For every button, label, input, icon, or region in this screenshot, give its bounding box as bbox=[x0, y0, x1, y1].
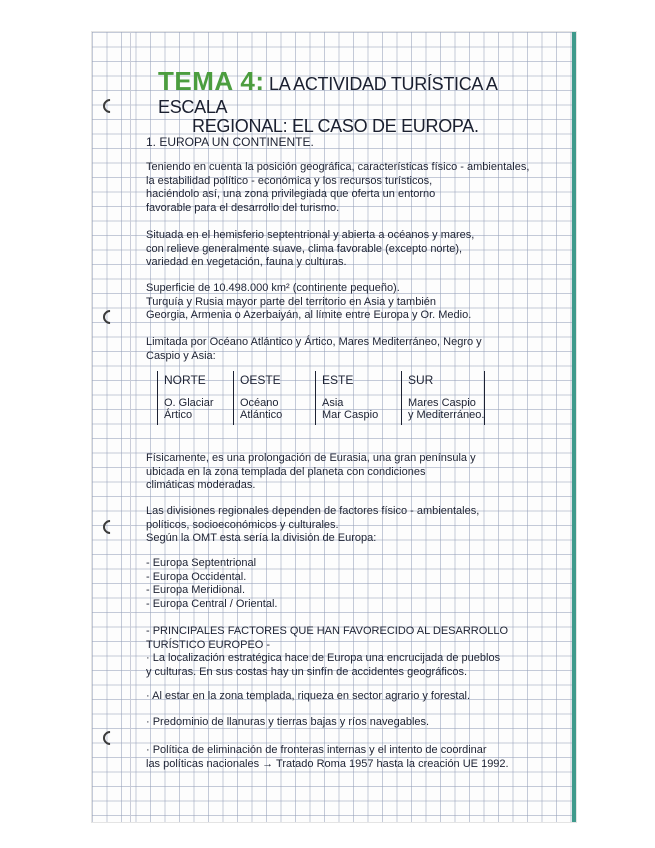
limits-table bbox=[157, 371, 487, 425]
text-line: · Predominio de llanuras y tierras bajas y ríos navegables. bbox=[146, 716, 430, 728]
section-heading-2: - PRINCIPALES FACTORES QUE HAN FAVORECIDO AL DESARROLLO TURÍSTICO EUROPEO - bbox=[146, 625, 509, 651]
text-line: ubicada en la zona templada del planeta con condiciones bbox=[146, 465, 426, 478]
factor-item bbox=[146, 716, 562, 730]
text-line: Caspio y Asia: bbox=[146, 349, 216, 362]
column-heading: SUR bbox=[408, 373, 434, 387]
paragraph-surface bbox=[146, 282, 562, 323]
column-value-line: y Mediterráneo. bbox=[408, 409, 485, 421]
text-line: la estabilidad político - económica y los recursos turísticos, bbox=[146, 174, 433, 187]
column-value-line: Océano bbox=[240, 397, 279, 409]
text-line: Superficie de 10.498.000 km² (continente pequeño). bbox=[146, 282, 400, 294]
paragraph-location bbox=[146, 229, 562, 270]
text-line: · Política de eliminación de fronteras internas y el intento de coordinar bbox=[146, 744, 487, 756]
list-item: - Europa Septentrional bbox=[146, 557, 257, 569]
text-line: Turquía y Rusia mayor parte del territorio en Asia y también bbox=[146, 295, 437, 308]
text-line: Limitada por Océano Atlántico y Ártico, Mares Mediterráneo, Negro y bbox=[146, 336, 482, 348]
text-line: favorable para el desarrollo del turismo. bbox=[146, 201, 340, 214]
column-heading: NORTE bbox=[164, 373, 206, 387]
text-line: · Al estar en la zona templada, riqueza en sector agrario y forestal. bbox=[146, 690, 471, 702]
limits-column-west bbox=[233, 371, 316, 425]
regions-list bbox=[146, 557, 562, 611]
list-item: - Europa Central / Oriental. bbox=[146, 597, 278, 610]
factor-item bbox=[146, 690, 562, 704]
text-line: Físicamente, es una prolongación de Eurasia, una gran península y bbox=[146, 452, 476, 464]
text-line: haciéndolo así, una zona privilegiada que oferta un entorno bbox=[146, 188, 436, 201]
text-line: políticos, socioeconómicos y culturales. bbox=[146, 518, 339, 531]
text-line: · La localización estratégica hace de Europa una encrucijada de pueblos bbox=[146, 652, 501, 664]
paragraph-limits bbox=[146, 336, 562, 363]
list-item: - Europa Occidental. bbox=[146, 570, 247, 583]
text-line: climáticas moderadas. bbox=[146, 479, 256, 492]
text-line: Teniendo en cuenta la posición geográfica, características físico - ambientales, bbox=[146, 161, 530, 173]
paragraph-position bbox=[146, 161, 562, 215]
column-value-line: Mares Caspio bbox=[408, 397, 476, 409]
section-heading-1: 1. EUROPA UN CONTINENTE. bbox=[146, 135, 314, 149]
paragraph-divisions bbox=[146, 505, 562, 546]
table-border bbox=[484, 371, 485, 425]
paragraph-physical bbox=[146, 452, 562, 493]
title-line-1: LA ACTIVIDAD TURÍSTICA A ESCALA bbox=[158, 74, 497, 117]
text-line: las políticas nacionales → Tratado Roma 1957 hasta la creación UE 1992. bbox=[146, 757, 509, 770]
limits-column-south bbox=[401, 371, 486, 425]
text-line: con relieve generalmente suave, clima favorable (excepto norte), bbox=[146, 242, 463, 255]
column-value bbox=[240, 397, 316, 421]
column-value-line: Atlántico bbox=[240, 409, 283, 421]
column-value-line: Mar Caspio bbox=[322, 409, 379, 421]
text-line: variedad en vegetación, fauna y culturas. bbox=[146, 256, 347, 269]
text-line: Situada en el hemisferio septentrional y abierta a océanos y mares, bbox=[146, 229, 475, 241]
factor-item bbox=[146, 652, 562, 679]
text-line: y culturas. En sus costas hay un sinfín de accidentes geográficos. bbox=[146, 665, 468, 678]
limits-column-east bbox=[315, 371, 398, 425]
column-value bbox=[322, 397, 398, 421]
column-value-line: Asia bbox=[322, 397, 344, 409]
column-value-line: Ártico bbox=[164, 409, 193, 421]
list-item: - Europa Meridional. bbox=[146, 584, 246, 597]
column-heading: OESTE bbox=[240, 373, 281, 387]
text-line: Según la OMT esta sería la división de Europa: bbox=[146, 532, 377, 545]
column-heading: ESTE bbox=[322, 373, 354, 387]
text-line: Las divisiones regionales dependen de factores físico - ambientales, bbox=[146, 505, 480, 517]
column-value bbox=[408, 397, 486, 421]
margin-line bbox=[130, 32, 131, 822]
page-title bbox=[158, 66, 558, 137]
limits-column-north bbox=[157, 371, 234, 425]
title-line-2: REGIONAL: EL CASO DE EUROPA. bbox=[192, 116, 479, 136]
column-value bbox=[164, 397, 234, 421]
text-line: Georgia, Armenia o Azerbaiyán, al límite entre Europa y Or. Medio. bbox=[146, 309, 472, 322]
title-tema: TEMA 4: bbox=[158, 66, 265, 96]
column-value-line: O. Glaciar bbox=[164, 397, 214, 409]
page-edge-strip bbox=[572, 32, 576, 822]
factor-item bbox=[146, 744, 562, 771]
